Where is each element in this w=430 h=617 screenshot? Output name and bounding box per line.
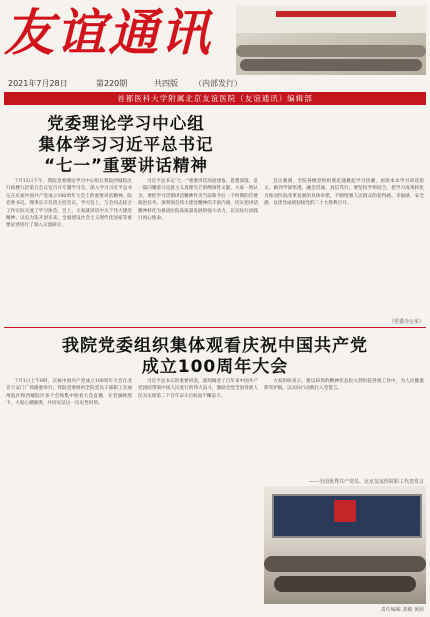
- top-photo: [236, 5, 426, 75]
- photo-caption: 责任编辑 刘敏 黄源: [380, 607, 424, 613]
- issue-pages: 共四版: [154, 79, 178, 88]
- headline-2-line-2: 成立100周年大会: [141, 357, 289, 377]
- editorial-banner: 首都医科大学附属北京友谊医院（友谊通讯）编辑部: [4, 92, 426, 105]
- newspaper-title: 友谊通讯: [4, 3, 212, 62]
- meeting-photo: [264, 486, 426, 604]
- issue-date: 2021年7月28日: [8, 79, 68, 88]
- section-divider: [4, 327, 426, 328]
- article2-column-1: 7月1日上午8时，庆祝中国共产党成立100周年大会在北京天安门广场隆重举行。我院党委组织全院党员干部职工在通州院区和西城院区多个会场集中收看大会直播，在党旗映照下，大家心潮澎湃，共同见证这一历史性时刻。: [6, 379, 132, 407]
- headline-1-line-3: “七一”重要讲话精神: [44, 156, 208, 175]
- headline-1-line-1: 党委理论学习中心组: [47, 114, 205, 133]
- headline-1-line-2: 集体学习习近平总书记: [38, 135, 214, 154]
- issue-info-row: [4, 78, 426, 90]
- article1-signature: （党委办公室）: [388, 319, 424, 325]
- article2-column-2: 习近平总书记的重要讲话，深刻阐述了百年来中国共产党团结带领中国人民进行的伟大奋斗，激励全党全国各族人民为实现第二个百年奋斗目标而不懈奋斗。: [138, 379, 258, 399]
- article1-column-1: 7月13日下午，我院党委理论学习中心组在我院西城院区行政楼九层第五会议室召开专题学习会，深入学习习近平总书记在庆祝中国共产党成立100周年大会上的重要讲话精神。院党委书记、理事长辛有清主持会议。学习会上，与会同志结合工作实际交流了学习体会。会上，大家就讲话中关于伟大建党精神、以史为鉴开创未来、全面建设社会主义现代化国家等重要论述进行了深入交流研讨。: [6, 179, 132, 229]
- masthead: [4, 4, 230, 70]
- article2-column-3: 大家纷纷表示，要以昂扬的精神状态投入到医院各项工作中，为人民健康保驾护航，以实际行动践行入党誓言。: [264, 379, 424, 392]
- issue-number: 第220期: [96, 79, 128, 88]
- headline-2-line-1: 我院党委组织集体观看庆祝中国共产党: [62, 336, 368, 356]
- article1-column-2: 习近平总书记“七一”重要讲话高屋建瓴、思想深邃，是一篇闪耀着马克思主义真理光芒的纲领性文献。大家一致认为，要把学习贯彻讲话精神作为当前和今后一个时期的首要政治任务，深刻领会伟大建党精神的丰富内涵，切实把讲话精神转化为推动医院高质量发展的强大动力，以实际行动践行初心使命。: [138, 179, 258, 222]
- article2-signature: ——全国优秀共产党员、北京友谊医院职工代表发言: [308, 479, 424, 485]
- article1-column-3: 会议强调，全院各级党组织要迅速掀起学习热潮，原原本本学习讲话原文，做到学深悟透、融会贯通、真信笃行。要坚持学用结合，把学习成果转化为推动医院改革发展的具体举措，不断增强人民群众的获得感、幸福感、安全感，以优异成绩迎接党的二十大胜利召开。: [264, 179, 424, 207]
- issue-internal: （内部发行）: [194, 79, 242, 88]
